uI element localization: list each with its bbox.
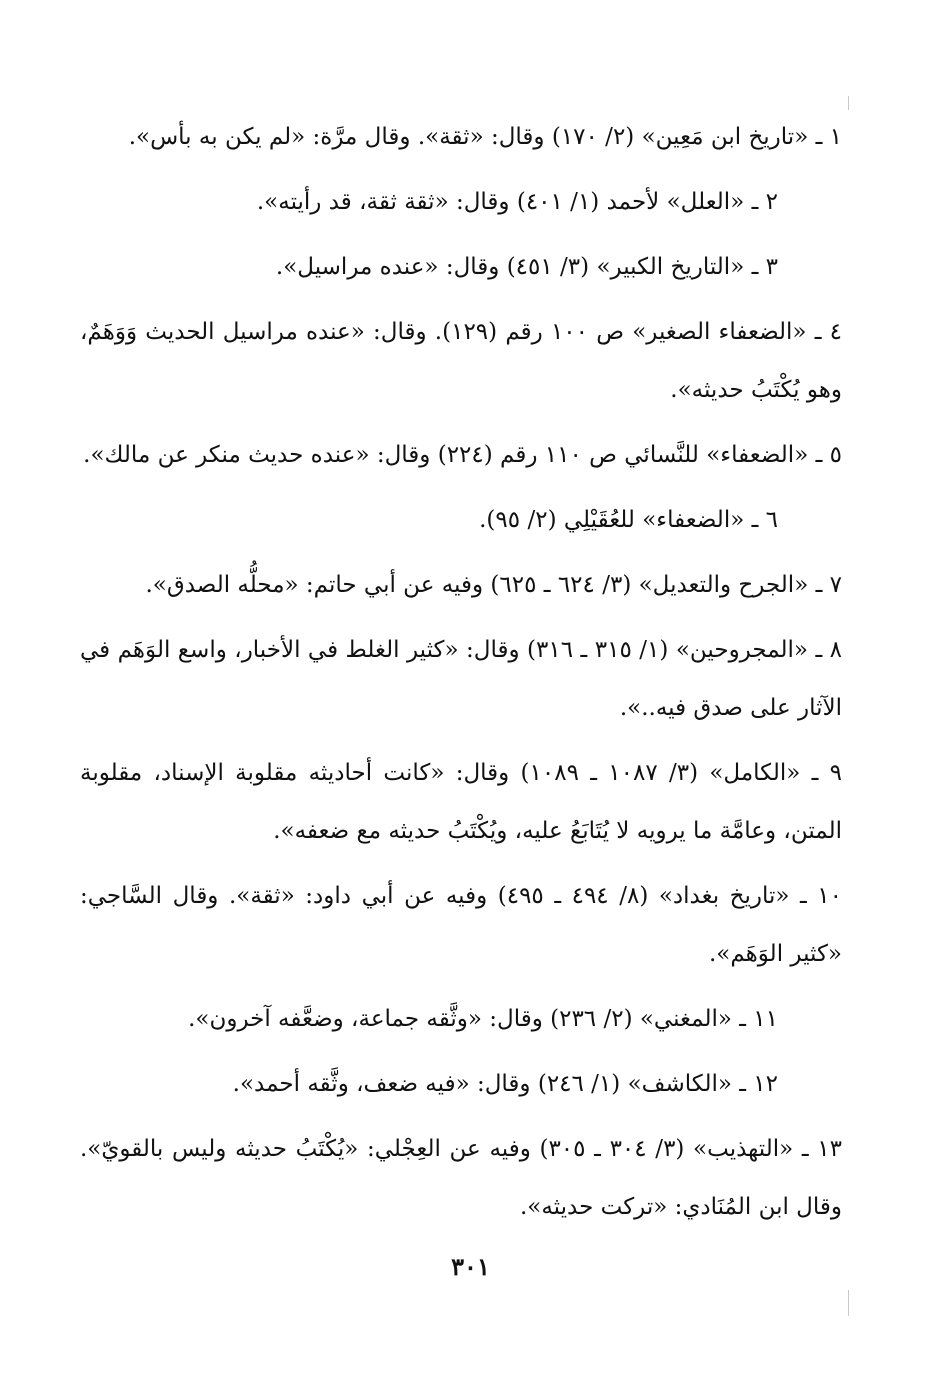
footnote-entry-12: ١٢ ـ «الكاشف» (١/ ٢٤٦) وقال: «فيه ضعف، وثَّقه أحمد». (232, 1071, 778, 1097)
footnote-entry-6: ٦ ـ «الضعفاء» للعُقَيْلِي (٢/ ٩٥). (479, 507, 778, 533)
scan-edge-mark (848, 96, 849, 110)
footnote-entry-5: ٥ ـ «الضعفاء» للنَّسائي ص ١١٠ رقم (٢٢٤) وقال: «عنده حديث منكر عن مالك». (83, 442, 842, 468)
footnote-entry-8: ٨ ـ «المجروحين» (١/ ٣١٥ ـ ٣١٦) وقال: «كثير الغلط في الأخبار، واسع الوَهَم في الآثار على صدق فيه..». (80, 637, 843, 721)
footnote-entry-3: ٣ ـ «التاريخ الكبير» (٣/ ٤٥١) وقال: «عنده مراسيل». (275, 254, 778, 280)
footnote-entry-10: ١٠ ـ «تاريخ بغداد» (٨/ ٤٩٤ ـ ٤٩٥) وفيه عن أبي داود: «ثقة». وقال السَّاجي: «كثير الوَهَم». (80, 883, 842, 967)
page-number: ٣٠١ (451, 1252, 490, 1281)
footnote-entry-4: ٤ ـ «الضعفاء الصغير» ص ١٠٠ رقم (١٢٩). وقال: «عنده مراسيل الحديث وَوَهَمٌ، وهو يُكْتَبُ حديثه». (80, 319, 842, 403)
footnote-entry-9: ٩ ـ «الكامل» (٣/ ١٠٨٧ ـ ١٠٨٩) وقال: «كانت أحاديثه مقلوبة الإسناد، مقلوبة المتن، وعامَّة ما يرويه لا يُتَابَعُ عليه، ويُكْتَبُ حديثه مع ضعفه». (80, 760, 842, 844)
footnote-entry-7: ٧ ـ «الجرح والتعديل» (٣/ ٦٢٤ ـ ٦٢٥) وفيه عن أبي حاتم: «محلُّه الصدق». (145, 572, 842, 598)
footnote-entry-2: ٢ ـ «العلل» لأحمد (١/ ٤٠١) وقال: «ثقة ثقة، قد رأيته». (256, 189, 778, 215)
footnote-entry-13: ١٣ ـ «التهذيب» (٣/ ٣٠٤ ـ ٣٠٥) وفيه عن العِجْلي: «يُكْتَبُ حديثه وليس بالقويّ». وقال ابن المُنَادي: «تركت حديثه». (80, 1136, 842, 1220)
footnote-list (80, 108, 842, 1243)
footnote-entry-11: ١١ ـ «المغني» (٢/ ٢٣٦) وقال: «وثَّقه جماعة، وضعَّفه آخرون». (188, 1006, 778, 1032)
footnote-entry-1: ١ ـ «تاريخ ابن مَعِين» (٢/ ١٧٠) وقال: «ثقة». وقال مرَّة: «لم يكن به بأس». (128, 124, 842, 150)
scan-edge-mark (848, 1290, 849, 1316)
